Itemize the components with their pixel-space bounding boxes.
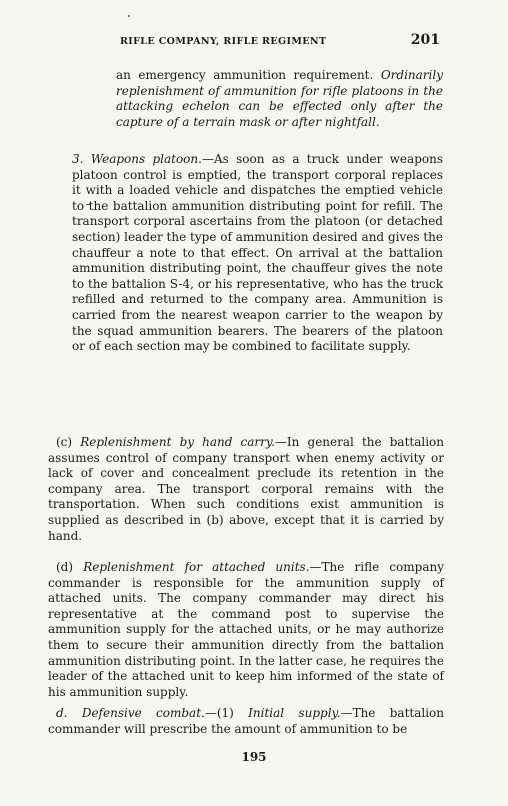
para5-label2: Initial supply. xyxy=(248,706,341,720)
para5-text: —The battalion commander will prescribe the amount of ammunition to be xyxy=(48,706,444,736)
para1-text: an emergency ammunition requirement. xyxy=(116,68,374,82)
para5-label1: d. Defensive combat. xyxy=(56,706,205,720)
page-number-top: 201 xyxy=(410,32,440,48)
para1-italic: Ordinarily replenishment of ammunition for rifle platoons in the attacking echelon can be effected only after the capture of a terrain mask or after nightfall. xyxy=(116,68,443,129)
running-head: RIFLE COMPANY, RIFLE REGIMENT xyxy=(120,36,327,47)
para3-prefix: (c) xyxy=(56,435,73,449)
paragraph-attached-units xyxy=(48,560,444,700)
paragraph-weapons-platoon xyxy=(72,152,443,355)
para3-label: Replenishment by hand carry. xyxy=(80,435,275,449)
para4-prefix: (d) xyxy=(56,560,74,574)
para2-label: 3. Weapons platoon. xyxy=(72,152,202,166)
para4-text: —The rifle company commander is responsible for the ammunition supply of attached units. The company commander may direct his representative at the command post to supervise the ammunition supply for the attached units, or he may authorize them to secure their ammunition directly from the battalion ammunition distributing point. In the latter case, he requires the leader of the attached unit to keep him informed of the state of his ammunition supply. xyxy=(48,560,444,699)
para3-text: —In general the battalion assumes control of company transport when enemy activity or lack of cover and concealment preclude its retention in the company area. The transport corporal remains with the transportation. When such conditions exist ammunition is supplied as described in (b) above, except that it is carried by hand. xyxy=(48,435,444,543)
para2-text: —As soon as a truck under weapons platoon control is emptied, the transport corporal replaces it with a loaded vehicle and dispatches the emptied vehicle to the battalion ammunition distributing point for refill. The transport corporal ascertains from the platoon (or detached section) leader the type of ammunition desired and gives the chauffeur a note to that effect. On arrival at the battalion ammunition distributing point, the chauffeur gives the note to the battalion S-4, or his representative, who has the truck refilled and returned to the company area. Ammunition is carried from the nearest weapon carrier to the weapon by the squad ammunition bearers. The bearers of the platoon or of each section may be combined to facilitate supply. xyxy=(72,152,443,354)
page-header xyxy=(120,32,440,52)
paragraph-hand-carry xyxy=(48,435,444,544)
para5-mid: —(1) xyxy=(204,706,234,720)
para4-label: Replenishment for attached units. xyxy=(83,560,310,574)
ink-speck xyxy=(128,15,130,17)
page-number-bottom: 195 xyxy=(241,750,267,764)
paragraph-defensive-combat xyxy=(48,706,444,737)
paragraph-continuation xyxy=(116,68,443,130)
